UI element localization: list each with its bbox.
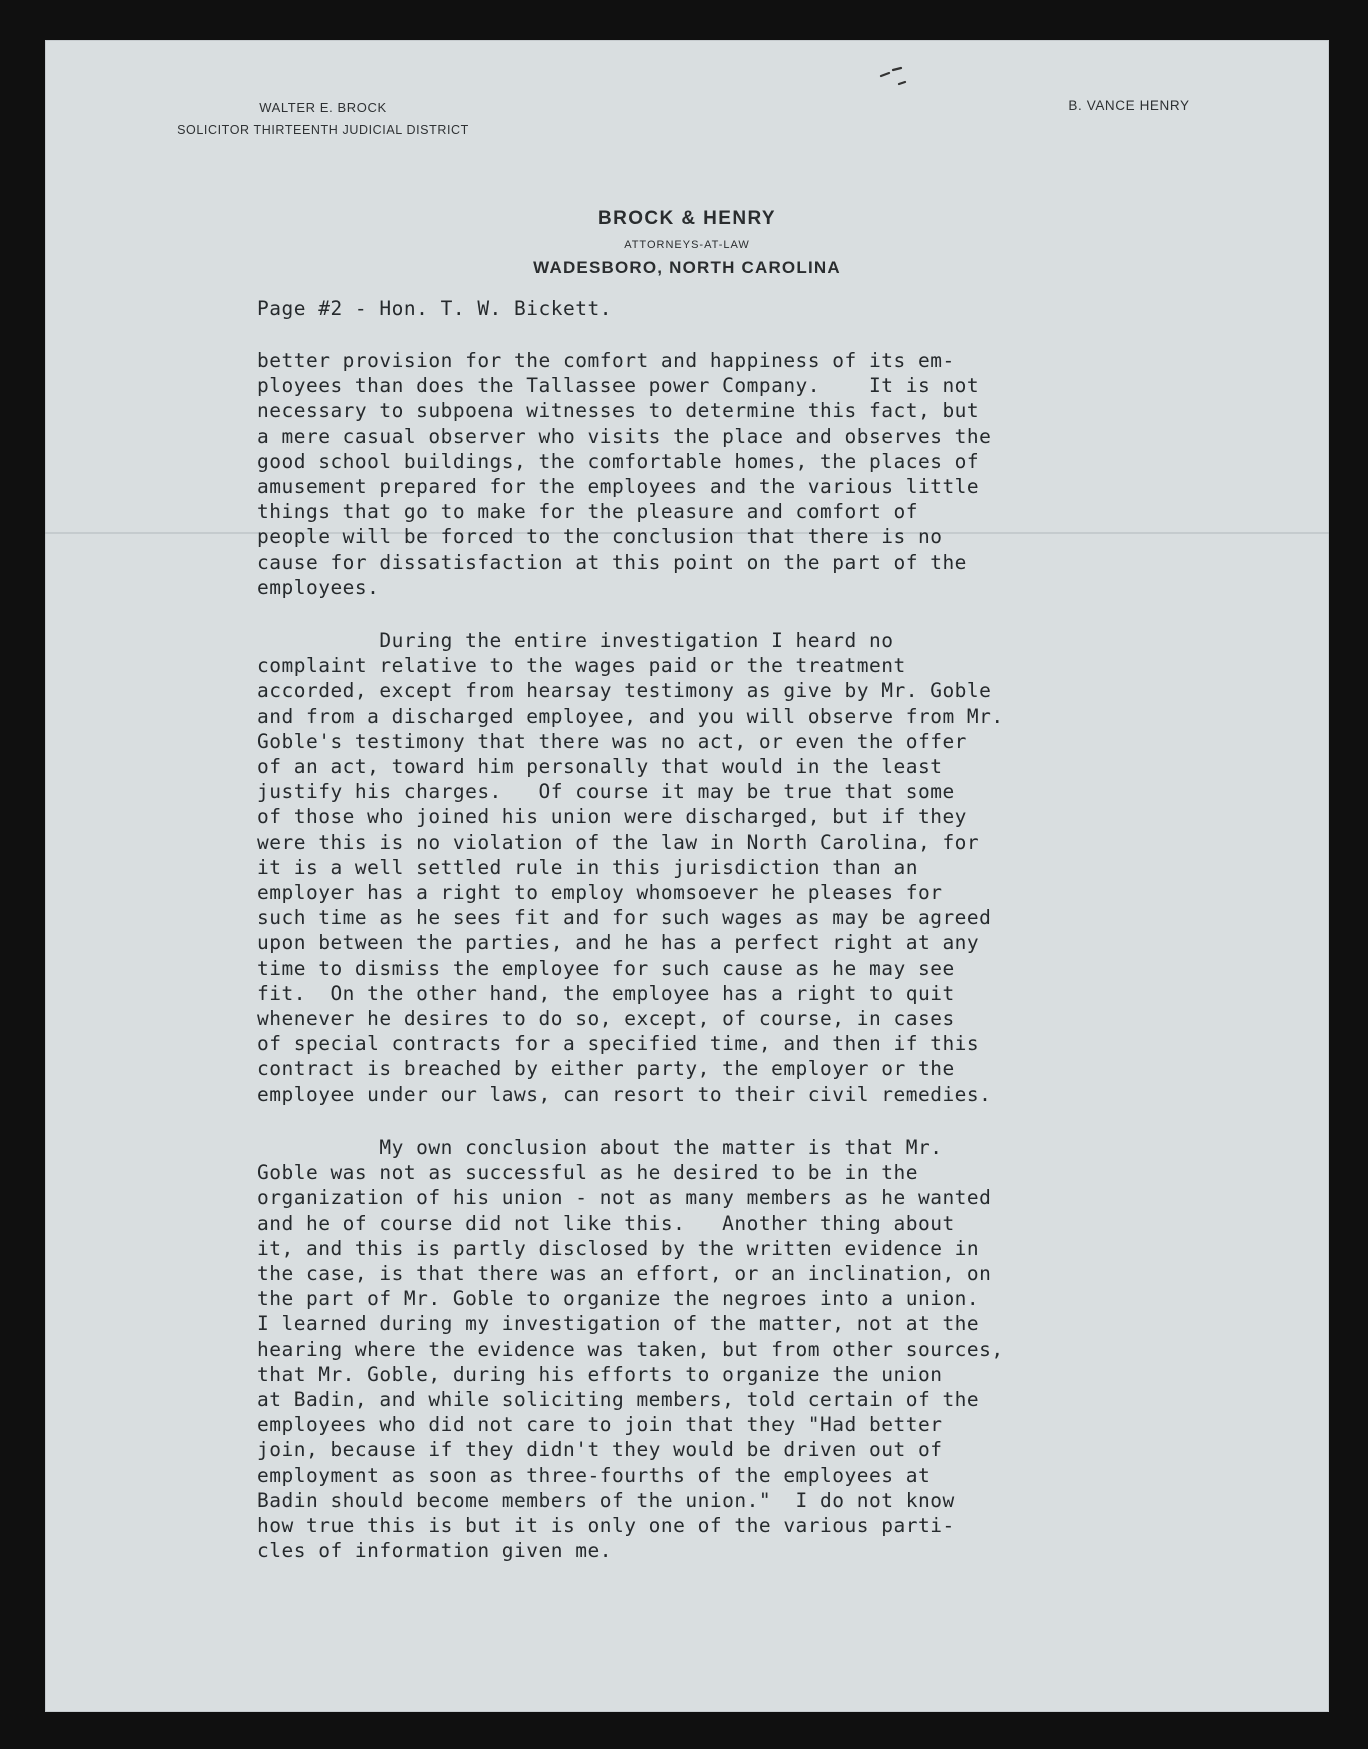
text-line: of an act, toward him personally that would in the least bbox=[257, 755, 943, 779]
letter-body bbox=[257, 296, 1277, 1591]
text-line: employer has a right to employ whomsoever he pleases for bbox=[257, 881, 943, 905]
text-line: justify his charges. Of course it may be true that some bbox=[257, 780, 955, 804]
text-line: My own conclusion about the matter is that Mr. bbox=[257, 1135, 943, 1159]
paragraph bbox=[257, 628, 1277, 1107]
text-line: Goble's testimony that there was no act, or even the offer bbox=[257, 729, 967, 753]
letterhead-left bbox=[143, 96, 503, 142]
text-line: and he of course did not like this. Another thing about bbox=[257, 1211, 955, 1235]
paragraph bbox=[257, 1135, 1277, 1563]
text-line: of special contracts for a specified time, and then if this bbox=[257, 1032, 980, 1056]
firm-name: BROCK & HENRY bbox=[598, 208, 776, 229]
text-line: accorded, except from hearsay testimony as give by Mr. Goble bbox=[257, 679, 992, 703]
text-line: cause for dissatisfaction at this point on the part of the bbox=[257, 550, 967, 574]
text-line: it is a well settled rule in this jurisdiction than an bbox=[257, 855, 918, 879]
text-line: employees. bbox=[257, 575, 380, 599]
firm-subtitle: ATTORNEYS-AT-LAW bbox=[624, 239, 750, 251]
text-line: time to dismiss the employee for such cause as he may see bbox=[257, 956, 955, 980]
text-line: that Mr. Goble, during his efforts to organize the union bbox=[257, 1362, 943, 1386]
pencil-mark-icon bbox=[877, 62, 917, 92]
text-line: organization of his union - not as many members as he wanted bbox=[257, 1186, 992, 1210]
text-line: join, because if they didn't they would be driven out of bbox=[257, 1438, 943, 1462]
text-line: employee under our laws, can resort to their civil remedies. bbox=[257, 1082, 992, 1106]
text-line: and from a discharged employee, and you will observe from Mr. bbox=[257, 704, 1004, 728]
text-line: a mere casual observer who visits the place and observes the bbox=[257, 424, 992, 448]
attorney-title-brock: SOLICITOR THIRTEENTH JUDICIAL DISTRICT bbox=[177, 123, 469, 137]
text-line: I learned during my investigation of the matter, not at the bbox=[257, 1312, 980, 1336]
text-line: cles of information given me. bbox=[257, 1539, 612, 1563]
text-line: people will be forced to the conclusion that there is no bbox=[257, 525, 943, 549]
text-line: the part of Mr. Goble to organize the negroes into a union. bbox=[257, 1287, 980, 1311]
text-line: employment as soon as three-fourths of the employees at bbox=[257, 1463, 931, 1487]
text-line: ployees than does the Tallassee power Company. It is not bbox=[257, 374, 980, 398]
text-line: good school buildings, the comfortable homes, the places of bbox=[257, 449, 980, 473]
paragraphs bbox=[257, 348, 1277, 1563]
text-line: upon between the parties, and he has a perfect right at any bbox=[257, 931, 980, 955]
attorney-name-brock: WALTER E. BROCK bbox=[259, 100, 387, 115]
text-line: During the entire investigation I heard no bbox=[257, 629, 894, 653]
text-line: hearing where the evidence was taken, but from other sources, bbox=[257, 1337, 1004, 1361]
text-line: how true this is but it is only one of the various parti- bbox=[257, 1513, 955, 1537]
text-line: complaint relative to the wages paid or the treatment bbox=[257, 654, 906, 678]
text-line: Badin should become members of the union." I do not know bbox=[257, 1488, 955, 1512]
text-line: the case, is that there was an effort, or an inclination, on bbox=[257, 1261, 992, 1285]
text-line: were this is no violation of the law in North Carolina, for bbox=[257, 830, 980, 854]
text-line: better provision for the comfort and happiness of its em- bbox=[257, 349, 955, 372]
text-line: at Badin, and while soliciting members, told certain of the bbox=[257, 1387, 980, 1411]
text-line: it, and this is partly disclosed by the written evidence in bbox=[257, 1236, 980, 1260]
letter-page bbox=[45, 40, 1329, 1712]
attorney-name-henry: B. VANCE HENRY bbox=[1068, 98, 1190, 113]
text-line: of those who joined his union were discharged, but if they bbox=[257, 805, 967, 829]
paragraph bbox=[257, 348, 1277, 600]
page-reference: Page #2 - Hon. T. W. Bickett. bbox=[257, 297, 612, 320]
text-line: contract is breached by either party, the employer or the bbox=[257, 1057, 955, 1081]
text-line: employees who did not care to join that they "Had better bbox=[257, 1413, 943, 1437]
text-line: things that go to make for the pleasure and comfort of bbox=[257, 500, 918, 524]
text-line: such time as he sees fit and for such wages as may be agreed bbox=[257, 906, 992, 930]
text-line: amusement prepared for the employees and the various little bbox=[257, 475, 980, 499]
text-line: whenever he desires to do so, except, of course, in cases bbox=[257, 1007, 955, 1031]
firm-header bbox=[45, 208, 1329, 278]
text-line: Goble was not as successful as he desired to be in the bbox=[257, 1161, 918, 1185]
text-line: fit. On the other hand, the employee has a right to quit bbox=[257, 981, 955, 1005]
firm-city: WADESBORO, NORTH CAROLINA bbox=[533, 258, 841, 277]
text-line: necessary to subpoena witnesses to determine this fact, but bbox=[257, 399, 980, 423]
